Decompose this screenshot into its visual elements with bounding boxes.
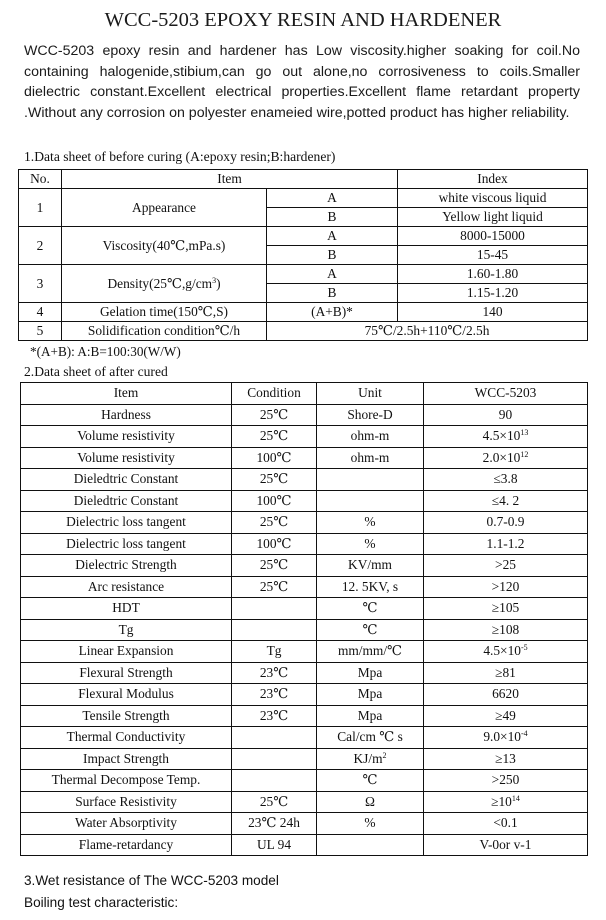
cell-condition (232, 727, 317, 749)
cell-unit-text: Mpa (357, 664, 383, 680)
cell-unit (317, 770, 424, 792)
cell-condition-text: 25℃ (259, 428, 289, 444)
cell-unit-text: Ω (365, 793, 375, 809)
cell-item (21, 791, 232, 813)
cell-item-text: Flame-retardancy (78, 836, 174, 852)
table-row (21, 447, 588, 469)
cell-condition-text: 100℃ (256, 535, 292, 551)
cell-value (424, 770, 588, 792)
cell-item (21, 727, 232, 749)
cell-unit (317, 426, 424, 448)
table-row (21, 727, 588, 749)
cell-value (424, 404, 588, 426)
cell-item (21, 834, 232, 856)
cell-value-text: 9.0×10 (483, 729, 521, 745)
row-part: B (267, 284, 398, 303)
cell-value-text: 4.5×10 (483, 643, 521, 659)
table-row (19, 265, 588, 284)
cell-condition-text: 23℃ 24h (248, 815, 300, 831)
table-row (21, 598, 588, 620)
before-curing-table (18, 169, 588, 341)
cell-condition (232, 791, 317, 813)
cell-value-text: ≤4. 2 (491, 492, 520, 508)
row-index: 15-45 (398, 246, 588, 265)
cell-item (21, 576, 232, 598)
cell-value (424, 447, 588, 469)
document-title: WCC-5203 EPOXY RESIN AND HARDENER (104, 9, 502, 31)
cell-unit (317, 404, 424, 426)
header-condition: Condition (232, 383, 317, 405)
superscript: -4 (521, 729, 528, 739)
cell-condition (232, 748, 317, 770)
cell-value (424, 576, 588, 598)
cell-value-text: V-0or v-1 (479, 836, 532, 852)
cell-item-text: Impact Strength (83, 750, 169, 766)
cell-value (424, 705, 588, 727)
cell-condition (232, 426, 317, 448)
cell-condition-text: Tg (266, 643, 282, 659)
row-part: (A+B)* (267, 303, 398, 322)
cell-unit-text: Mpa (357, 707, 383, 723)
cell-condition-text: 25℃ (259, 514, 289, 530)
cell-condition-text: 25℃ (259, 578, 289, 594)
cell-item (21, 490, 232, 512)
cell-value (424, 533, 588, 555)
cell-value (424, 791, 588, 813)
cell-condition-text: 25℃ (259, 471, 289, 487)
cell-item-text: Arc resistance (87, 578, 165, 594)
cell-condition (232, 576, 317, 598)
row-no: 5 (19, 322, 62, 341)
cell-unit (317, 533, 424, 555)
superscript: 3 (212, 275, 217, 285)
cell-unit-text: % (364, 535, 376, 551)
table-row (21, 813, 588, 835)
table-row (21, 512, 588, 534)
header-item: Item (62, 170, 398, 189)
cell-condition (232, 770, 317, 792)
cell-condition (232, 834, 317, 856)
table-row (21, 705, 588, 727)
cell-item-text: Dieledtric Constant (73, 492, 179, 508)
cell-value (424, 813, 588, 835)
cell-item (21, 512, 232, 534)
cell-unit-text: KJ/m (353, 750, 383, 766)
row-index: 1.15-1.20 (398, 284, 588, 303)
cell-item (21, 641, 232, 663)
cell-unit (317, 684, 424, 706)
cell-condition (232, 533, 317, 555)
row-index: 8000-15000 (398, 227, 588, 246)
cell-condition (232, 813, 317, 835)
cell-value-text: ≥10 (491, 793, 512, 809)
cell-item-text: Volume resistivity (77, 428, 175, 444)
cell-item-text: Surface Resistivity (75, 793, 177, 809)
cell-condition-text: 23℃ (259, 707, 289, 723)
cell-condition-text: 100℃ (256, 449, 292, 465)
cell-condition (232, 705, 317, 727)
cell-value (424, 834, 588, 856)
row-part: B (267, 246, 398, 265)
header-index: Index (398, 170, 588, 189)
cell-value (424, 490, 588, 512)
cell-unit-text: % (364, 514, 376, 530)
cell-value (424, 426, 588, 448)
cell-condition-text: 25℃ (259, 793, 289, 809)
cell-condition-text: 23℃ (259, 664, 289, 680)
cell-item (21, 598, 232, 620)
cell-condition (232, 404, 317, 426)
header-no: No. (19, 170, 62, 189)
table-row (19, 189, 588, 208)
cell-unit-text: ℃ (362, 600, 378, 616)
superscript: 14 (511, 793, 520, 803)
cell-value (424, 555, 588, 577)
section3-heading: 3.Wet resistance of The WCC-5203 model (24, 873, 279, 888)
cell-value-text: ≥13 (495, 750, 516, 766)
cell-item-text: Flexural Modulus (78, 686, 174, 702)
row-no: 4 (19, 303, 62, 322)
cell-value-text: 90 (498, 406, 513, 422)
cell-unit (317, 447, 424, 469)
cell-item (21, 748, 232, 770)
row-index: 1.60-1.80 (398, 265, 588, 284)
header-unit: Unit (317, 383, 424, 405)
table-header-row (19, 170, 588, 189)
table-row (21, 684, 588, 706)
cell-condition-text: UL 94 (256, 836, 292, 852)
row-part: A (267, 265, 398, 284)
after-cured-table (20, 382, 588, 856)
table-row (19, 322, 588, 341)
cell-value (424, 598, 588, 620)
cell-unit (317, 705, 424, 727)
cell-value (424, 641, 588, 663)
cell-item (21, 662, 232, 684)
row-item: Solidification condition℃/h (62, 322, 267, 341)
cell-unit-text: Cal/cm ℃ s (337, 729, 403, 745)
section3-subheading: Boiling test characteristic: (24, 895, 179, 910)
table-header-row (21, 383, 588, 405)
cell-item-text: Thermal Decompose Temp. (51, 772, 201, 788)
cell-value-text: >120 (491, 578, 520, 594)
cell-value-text: 1.1-1.2 (486, 535, 525, 551)
cell-unit (317, 555, 424, 577)
cell-unit (317, 619, 424, 641)
cell-unit-text: ohm-m (350, 428, 390, 444)
cell-unit (317, 834, 424, 856)
row-index: Yellow light liquid (398, 208, 588, 227)
cell-unit-text: % (364, 815, 376, 831)
cell-condition-text: 25℃ (259, 406, 289, 422)
cell-unit (317, 813, 424, 835)
table-row (19, 303, 588, 322)
table-row (21, 533, 588, 555)
cell-value-text: ≥105 (491, 600, 520, 616)
cell-condition (232, 598, 317, 620)
cell-condition (232, 469, 317, 491)
cell-value-text: >250 (491, 772, 520, 788)
cell-item-text: Linear Expansion (78, 643, 174, 659)
cell-condition (232, 619, 317, 641)
cell-item-text: Volume resistivity (77, 449, 175, 465)
cell-item (21, 813, 232, 835)
cell-unit (317, 662, 424, 684)
cell-condition-text: 23℃ (259, 686, 289, 702)
cell-item (21, 619, 232, 641)
row-part: A (267, 227, 398, 246)
row-no: 2 (19, 227, 62, 265)
cell-condition (232, 555, 317, 577)
cell-value-text: <0.1 (493, 815, 518, 831)
cell-unit (317, 576, 424, 598)
cell-value-text: ≥108 (491, 621, 520, 637)
cell-item-text: Hardness (101, 406, 151, 422)
after-cured-table-body (21, 404, 588, 856)
cell-unit (317, 490, 424, 512)
table-row (21, 748, 588, 770)
cell-item-text: Thermal Conductivity (66, 729, 186, 745)
cell-unit (317, 469, 424, 491)
cell-item-text: Water Absorptivity (75, 815, 177, 831)
cell-item (21, 684, 232, 706)
cell-item-text: Flexural Strength (79, 664, 173, 680)
cell-unit-text: ℃ (362, 772, 378, 788)
cell-condition-text: 100℃ (256, 492, 292, 508)
cell-unit-text: mm/mm/℃ (337, 643, 403, 659)
cell-value-text: 0.7-0.9 (486, 514, 525, 530)
table-row (21, 404, 588, 426)
row-item: Viscosity(40℃,mPa.s) (62, 227, 267, 265)
row-index: 75℃/2.5h+110℃/2.5h (267, 322, 588, 341)
table-row (19, 227, 588, 246)
cell-item-text: Tg (118, 621, 134, 637)
row-item (62, 265, 267, 303)
cell-condition (232, 490, 317, 512)
cell-item (21, 770, 232, 792)
row-part: B (267, 208, 398, 227)
row-index: white viscous liquid (398, 189, 588, 208)
cell-unit-text: Mpa (357, 686, 383, 702)
table-row (21, 576, 588, 598)
cell-item (21, 426, 232, 448)
cell-item-text: Dieledtric Constant (73, 471, 179, 487)
table-row (21, 490, 588, 512)
table-row (21, 770, 588, 792)
table-row (21, 641, 588, 663)
cell-value (424, 619, 588, 641)
cell-item (21, 555, 232, 577)
cell-item-text: Dielectric loss tangent (66, 535, 186, 551)
cell-value-text: ≤3.8 (493, 471, 518, 487)
table-row (21, 662, 588, 684)
superscript: 13 (520, 428, 529, 438)
cell-value-text: ≥49 (495, 707, 516, 723)
cell-item-text: Tensile Strength (82, 707, 170, 723)
cell-unit-text: Shore-D (347, 406, 393, 422)
cell-unit (317, 641, 424, 663)
row-index: 140 (398, 303, 588, 322)
row-part: A (267, 189, 398, 208)
cell-item (21, 533, 232, 555)
cell-value-text: ≥81 (495, 664, 516, 680)
cell-item (21, 404, 232, 426)
cell-unit (317, 512, 424, 534)
cell-item-text: Dielectric Strength (75, 557, 177, 573)
row-item: Gelation time(150℃,S) (62, 303, 267, 322)
table-row (21, 469, 588, 491)
cell-unit-text: 12. 5KV, s (341, 578, 399, 594)
cell-value (424, 662, 588, 684)
superscript: 2 (382, 750, 387, 760)
cell-unit (317, 727, 424, 749)
section2-heading: 2.Data sheet of after cured (24, 364, 168, 379)
cell-condition (232, 447, 317, 469)
table-row (21, 834, 588, 856)
table-row (21, 791, 588, 813)
section1-heading: 1.Data sheet of before curing (A:epoxy resin;B:hardener) (24, 149, 336, 164)
cell-item (21, 447, 232, 469)
cell-unit (317, 791, 424, 813)
cell-value-text: 4.5×10 (482, 428, 521, 444)
row-no: 1 (19, 189, 62, 227)
mix-ratio-note: *(A+B): A:B=100:30(W/W) (30, 344, 181, 359)
row-no: 3 (19, 265, 62, 303)
row-item-tail: ) (216, 275, 221, 291)
cell-value-text: 6620 (492, 686, 519, 702)
superscript: 12 (520, 449, 529, 459)
cell-condition-text: 25℃ (259, 557, 289, 573)
cell-unit-text: ohm-m (350, 449, 390, 465)
cell-value (424, 727, 588, 749)
header-value: WCC-5203 (424, 383, 588, 405)
cell-value-text: 2.0×10 (482, 449, 521, 465)
cell-unit (317, 598, 424, 620)
cell-condition (232, 684, 317, 706)
cell-value (424, 469, 588, 491)
superscript: -5 (521, 643, 528, 653)
cell-value (424, 748, 588, 770)
table-row (21, 619, 588, 641)
cell-item (21, 469, 232, 491)
table-row (21, 555, 588, 577)
cell-condition (232, 641, 317, 663)
intro-paragraph: WCC-5203 epoxy resin and hardener has Low viscosity.higher soaking for coil.No containing halogenide,stibium,can go out alone,no corrosiveness to coils.Smaller dielectric constant.Excellent electrical properties.Excellent flame retardant property .Without any corrosion on polyester enameied wire,potted product has higher reliability. (24, 43, 580, 121)
cell-condition (232, 512, 317, 534)
cell-item-text: Dielectric loss tangent (66, 514, 186, 530)
cell-unit-text: ℃ (362, 621, 378, 637)
header-item: Item (21, 383, 232, 405)
cell-condition (232, 662, 317, 684)
cell-unit-text: KV/mm (348, 557, 392, 573)
table-row (21, 426, 588, 448)
cell-value (424, 684, 588, 706)
row-item: Appearance (62, 189, 267, 227)
cell-unit (317, 748, 424, 770)
cell-item (21, 705, 232, 727)
cell-value-text: >25 (495, 557, 516, 573)
cell-value (424, 512, 588, 534)
row-item-text: Density(25℃,g/cm (107, 275, 213, 291)
cell-item-text: HDT (112, 600, 140, 616)
